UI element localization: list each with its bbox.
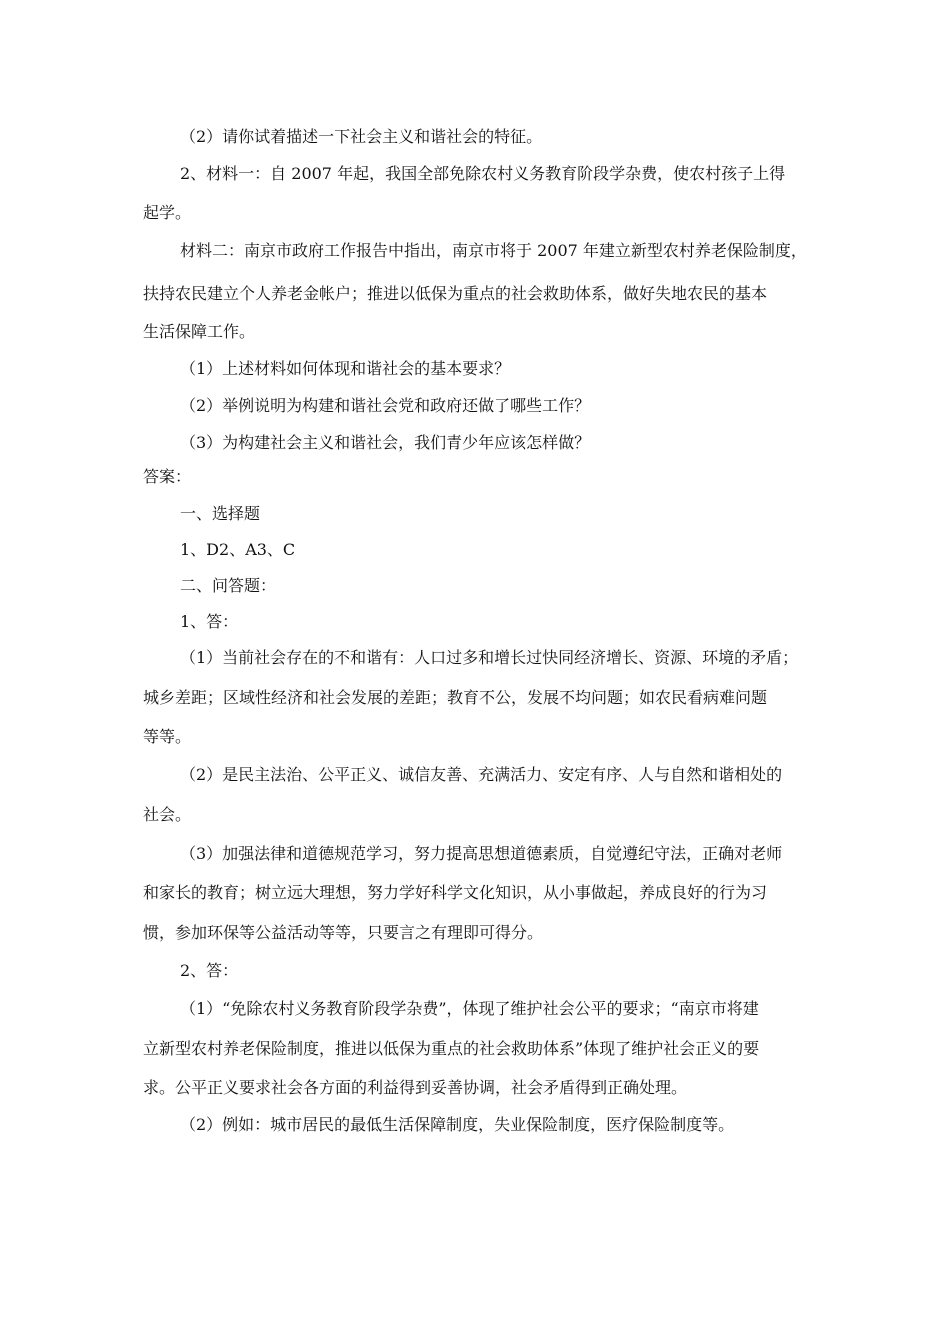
line-text: （1）上述材料如何体现和谐社会的基本要求？ xyxy=(180,359,511,378)
line-text: 等等。 xyxy=(143,727,192,746)
line-text: （2）请你试着描述一下社会主义和谐社会的特征。 xyxy=(180,127,543,146)
line-text: 2、答： xyxy=(180,961,239,980)
line-text: （2）举例说明为构建和谐社会党和政府还做了哪些工作？ xyxy=(180,396,591,415)
line-text: 立新型农村养老保险制度，推进以低保为重点的社会救助体系”体现了维护社会正义的要 xyxy=(143,1039,760,1058)
line-text: （3）加强法律和道德规范学习，努力提高思想道德素质，自觉遵纪守法，正确对老师 xyxy=(180,844,783,863)
line-text: 求。公平正义要求社会各方面的利益得到妥善协调，社会矛盾得到正确处理。 xyxy=(143,1078,688,1097)
line-text: 一、选择题 xyxy=(180,504,261,523)
line-text: 扶持农民建立个人养老金帐户；推进以低保为重点的社会救助体系，做好失地农民的基本 xyxy=(143,284,768,303)
line-text: 1、D2、A3、C xyxy=(180,540,296,559)
line-text: 答案： xyxy=(143,467,192,486)
line-text: （2）是民主法治、公平正义、诚信友善、充满活力、安定有序、人与自然和谐相处的 xyxy=(180,765,783,784)
line-text: 起学。 xyxy=(143,203,192,222)
line-text: （3）为构建社会主义和谐社会，我们青少年应该怎样做？ xyxy=(180,433,591,452)
line-text: （1）当前社会存在的不和谐有：人口过多和增长过快同经济增长、资源、环境的矛盾； xyxy=(180,648,799,667)
line-text: 城乡差距；区域性经济和社会发展的差距；教育不公，发展不均问题；如农民看病难问题 xyxy=(143,688,768,707)
line-text: 社会。 xyxy=(143,805,192,824)
line-text: 生活保障工作。 xyxy=(143,322,256,341)
line-text: （1）“免除农村义务教育阶段学杂费”，体现了维护社会公平的要求；“南京市将建 xyxy=(180,999,759,1018)
line-text: 惯，参加环保等公益活动等等，只要言之有理即可得分。 xyxy=(143,923,544,942)
line-text: 2、材料一：自 2007 年起，我国全部免除农村义务教育阶段学杂费，使农村孩子上得 xyxy=(180,164,786,183)
line-text: 和家长的教育；树立远大理想，努力学好科学文化知识，从小事做起，养成良好的行为习 xyxy=(143,883,768,902)
line-text: 材料二：南京市政府工作报告中指出，南京市将于 2007 年建立新型农村养老保险制度， xyxy=(180,241,807,260)
line-text: 二、问答题： xyxy=(180,576,277,595)
line-text: （2）例如：城市居民的最低生活保障制度，失业保险制度，医疗保险制度等。 xyxy=(180,1115,735,1134)
line-text: 1、答： xyxy=(180,612,239,631)
